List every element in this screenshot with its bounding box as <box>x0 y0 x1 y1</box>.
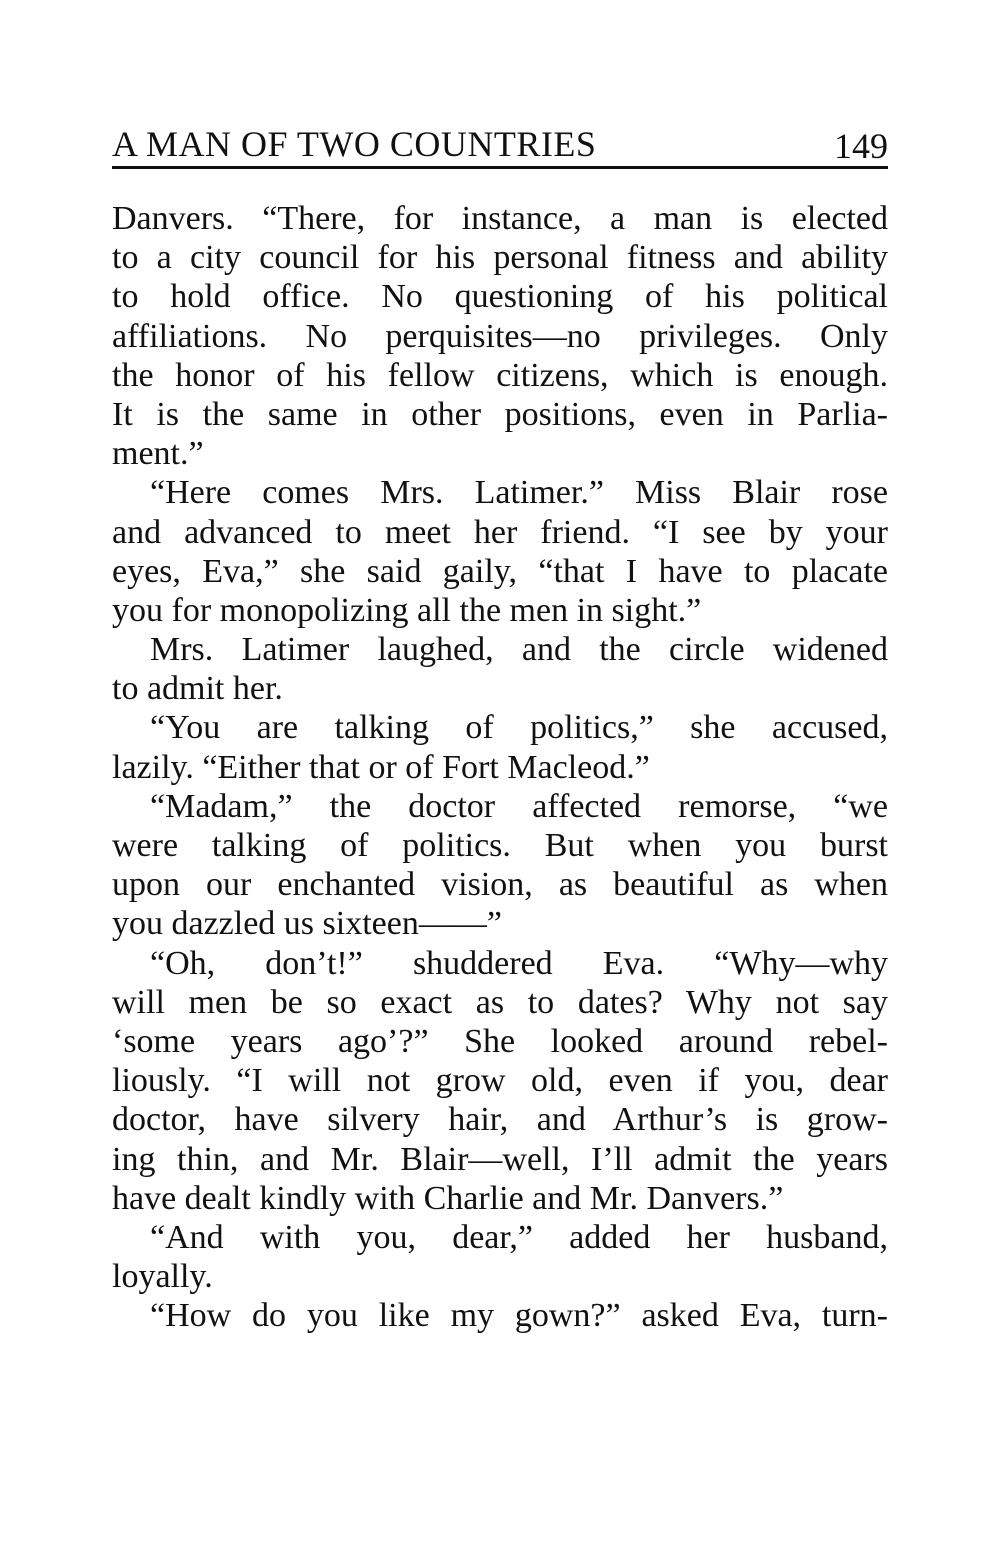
text-line: Mrs. Latimer laughed, and the circle widened <box>150 631 888 669</box>
running-title: A MAN OF TWO COUNTRIES <box>112 124 597 164</box>
text-line: “Madam,” the doctor affected remorse, “we <box>150 787 888 825</box>
text-line: have dealt kindly with Charlie and Mr. Danvers.” <box>112 1179 784 1217</box>
text-line: and advanced to meet her friend. “I see by your <box>112 513 888 551</box>
text-line: the honor of his fellow citizens, which is enough. <box>112 356 888 394</box>
text-line: will men be so exact as to dates? Why not say <box>112 983 888 1021</box>
text-line: Danvers. “There, for instance, a man is elected <box>112 200 888 237</box>
text-line: upon our enchanted vision, as beautiful as when <box>112 866 888 904</box>
text-line: you for monopolizing all the men in sight.” <box>112 591 702 629</box>
text-line: to hold office. No questioning of his political <box>112 278 888 316</box>
text-line: “Oh, don’t!” shuddered Eva. “Why—why <box>150 944 888 982</box>
text-line: doctor, have silvery hair, and Arthur’s is grow- <box>112 1101 888 1139</box>
text-line: “You are talking of politics,” she accused, <box>150 709 888 747</box>
text-line: “And with you, dear,” added her husband, <box>150 1218 888 1256</box>
text-line: affiliations. No perquisites—no privileges. Only <box>112 317 888 355</box>
running-header <box>112 120 888 169</box>
page-number: 149 <box>834 126 888 166</box>
text-line: ment.” <box>112 435 204 473</box>
book-page <box>112 120 888 1335</box>
text-line: eyes, Eva,” she said gaily, “that I have to placate <box>112 552 888 590</box>
text-line: were talking of politics. But when you burst <box>112 827 888 864</box>
text-line: ing thin, and Mr. Blair—well, I’ll admit the years <box>112 1140 888 1178</box>
text-line: It is the same in other positions, even in Parlia- <box>112 395 888 433</box>
text-line: to a city council for his personal fitness and ability <box>112 239 888 277</box>
text-line: loyally. <box>112 1258 213 1296</box>
text-line: you dazzled us sixteen——” <box>112 905 502 943</box>
body-text <box>112 199 888 1335</box>
text-line: liously. “I will not grow old, even if you, dear <box>112 1062 888 1100</box>
text-line: lazily. “Either that or of Fort Macleod.” <box>112 748 650 786</box>
text-line: “How do you like my gown?” asked Eva, turn- <box>150 1297 888 1335</box>
text-line: to admit her. <box>112 670 283 708</box>
text-line: “Here comes Mrs. Latimer.” Miss Blair rose <box>150 474 888 512</box>
text-line: ‘some years ago’?” She looked around rebel- <box>112 1022 888 1060</box>
